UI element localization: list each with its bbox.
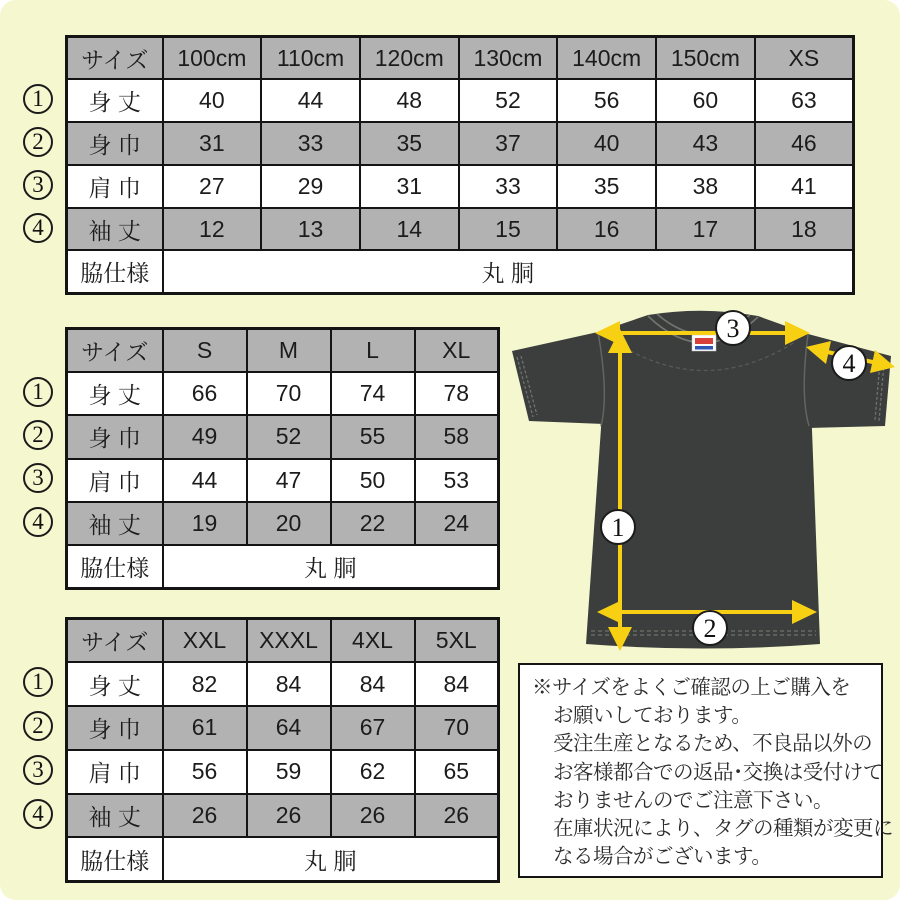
value-cell: 65 <box>415 750 499 794</box>
value-cell: 84 <box>331 662 415 706</box>
value-cell: 63 <box>755 79 854 122</box>
column-header-cell: 100cm <box>163 37 262 80</box>
value-cell: 46 <box>755 122 854 165</box>
value-cell: 27 <box>163 165 262 208</box>
value-cell: 26 <box>331 794 415 838</box>
size-header-label: サイズ <box>67 37 163 80</box>
column-header-cell: 140cm <box>557 37 656 80</box>
value-cell: 13 <box>261 208 360 251</box>
column-header-cell: L <box>331 329 415 372</box>
footer-label-cell: 脇仕様 <box>67 837 163 881</box>
value-cell: 70 <box>247 372 331 415</box>
row-marker-3-icon: 3 <box>23 170 53 200</box>
row-label-cell: 身 丈 <box>67 79 163 122</box>
size-table-big <box>65 617 500 883</box>
value-cell: 56 <box>163 750 247 794</box>
value-cell: 44 <box>261 79 360 122</box>
value-cell: 14 <box>360 208 459 251</box>
value-cell: 70 <box>415 706 499 750</box>
value-cell: 15 <box>459 208 558 251</box>
column-header-cell: XXXL <box>247 619 331 663</box>
footer-value-cell: 丸 胴 <box>163 545 499 588</box>
row-label-cell: 身 丈 <box>67 662 163 706</box>
row-marker-2-icon: 2 <box>23 711 53 741</box>
value-cell: 41 <box>755 165 854 208</box>
value-cell: 67 <box>331 706 415 750</box>
value-cell: 40 <box>557 122 656 165</box>
value-cell: 58 <box>415 415 499 458</box>
value-cell: 29 <box>261 165 360 208</box>
column-header-cell: XXL <box>163 619 247 663</box>
row-label-cell: 袖 丈 <box>67 208 163 251</box>
value-cell: 26 <box>415 794 499 838</box>
row-label-cell: 肩 巾 <box>67 165 163 208</box>
value-cell: 12 <box>163 208 262 251</box>
value-cell: 84 <box>247 662 331 706</box>
value-cell: 62 <box>331 750 415 794</box>
value-cell: 33 <box>261 122 360 165</box>
notice-box <box>518 663 893 878</box>
diagram-label-3: 3 <box>726 314 740 343</box>
value-cell: 40 <box>163 79 262 122</box>
value-cell: 64 <box>247 706 331 750</box>
row-label-cell: 肩 巾 <box>67 750 163 794</box>
value-cell: 60 <box>656 79 755 122</box>
notice-line: お願いしております。 <box>553 704 752 728</box>
notice-line: ※サイズをよくご確認の上ご購入を <box>532 676 851 699</box>
row-marker-4-icon: 4 <box>23 799 53 829</box>
value-cell: 38 <box>656 165 755 208</box>
footer-label-cell: 脇仕様 <box>67 545 163 588</box>
value-cell: 17 <box>656 208 755 251</box>
value-cell: 59 <box>247 750 331 794</box>
value-cell: 61 <box>163 706 247 750</box>
row-label-cell: 身 巾 <box>67 706 163 750</box>
notice-line: お客様都合での返品･交換は受付けて <box>553 760 883 784</box>
footer-label-cell: 脇仕様 <box>67 250 163 293</box>
row-marker-3-icon: 3 <box>23 463 53 493</box>
value-cell: 35 <box>557 165 656 208</box>
row-marker-1-icon: 1 <box>23 377 53 407</box>
row-label-cell: 肩 巾 <box>67 459 163 502</box>
diagram-label-4: 4 <box>842 349 856 378</box>
value-cell: 24 <box>415 502 499 545</box>
value-cell: 33 <box>459 165 558 208</box>
notice-line: おりませんのでご注意下さい。 <box>553 788 833 812</box>
value-cell: 52 <box>459 79 558 122</box>
value-cell: 44 <box>163 459 247 502</box>
value-cell: 55 <box>331 415 415 458</box>
column-header-cell: XL <box>415 329 499 372</box>
value-cell: 56 <box>557 79 656 122</box>
row-label-cell: 袖 丈 <box>67 794 163 838</box>
value-cell: 78 <box>415 372 499 415</box>
row-marker-2-icon: 2 <box>23 420 53 450</box>
value-cell: 18 <box>755 208 854 251</box>
row-label-cell: 身 丈 <box>67 372 163 415</box>
value-cell: 47 <box>247 459 331 502</box>
row-marker-4-icon: 4 <box>23 213 53 243</box>
footer-value-cell: 丸 胴 <box>163 837 499 881</box>
value-cell: 35 <box>360 122 459 165</box>
row-marker-3-icon: 3 <box>23 755 53 785</box>
column-header-cell: M <box>247 329 331 372</box>
footer-value-cell: 丸 胴 <box>163 250 854 293</box>
value-cell: 22 <box>331 502 415 545</box>
value-cell: 50 <box>331 459 415 502</box>
value-cell: 49 <box>163 415 247 458</box>
value-cell: 52 <box>247 415 331 458</box>
size-table-adult <box>65 327 500 590</box>
row-marker-1-icon: 1 <box>23 667 53 697</box>
column-header-cell: 150cm <box>656 37 755 80</box>
value-cell: 43 <box>656 122 755 165</box>
row-label-cell: 袖 丈 <box>67 502 163 545</box>
value-cell: 84 <box>415 662 499 706</box>
size-header-label: サイズ <box>67 619 163 663</box>
value-cell: 19 <box>163 502 247 545</box>
column-header-cell: S <box>163 329 247 372</box>
value-cell: 82 <box>163 662 247 706</box>
notice-line: 在庫状況により、タグの種類が変更に <box>553 817 893 841</box>
value-cell: 48 <box>360 79 459 122</box>
column-header-cell: 120cm <box>360 37 459 80</box>
tshirt-diagram <box>505 298 900 660</box>
column-header-cell: XS <box>755 37 854 80</box>
value-cell: 37 <box>459 122 558 165</box>
row-label-cell: 身 巾 <box>67 415 163 458</box>
notice-line: 受注生産となるため、不良品以外の <box>553 732 873 756</box>
value-cell: 53 <box>415 459 499 502</box>
value-cell: 26 <box>247 794 331 838</box>
neck-tag <box>692 335 716 351</box>
value-cell: 74 <box>331 372 415 415</box>
column-header-cell: 5XL <box>415 619 499 663</box>
row-marker-2-icon: 2 <box>23 127 53 157</box>
size-header-label: サイズ <box>67 329 163 372</box>
value-cell: 31 <box>163 122 262 165</box>
value-cell: 66 <box>163 372 247 415</box>
value-cell: 16 <box>557 208 656 251</box>
row-marker-4-icon: 4 <box>23 507 53 537</box>
value-cell: 20 <box>247 502 331 545</box>
row-marker-1-icon: 1 <box>23 84 53 114</box>
notice-line: なる場合がございます。 <box>553 845 772 869</box>
value-cell: 26 <box>163 794 247 838</box>
column-header-cell: 130cm <box>459 37 558 80</box>
row-label-cell: 身 巾 <box>67 122 163 165</box>
column-header-cell: 110cm <box>261 37 360 80</box>
diagram-label-2: 2 <box>703 614 717 643</box>
size-table-kids <box>65 35 855 295</box>
value-cell: 31 <box>360 165 459 208</box>
column-header-cell: 4XL <box>331 619 415 663</box>
diagram-label-1: 1 <box>611 513 625 542</box>
